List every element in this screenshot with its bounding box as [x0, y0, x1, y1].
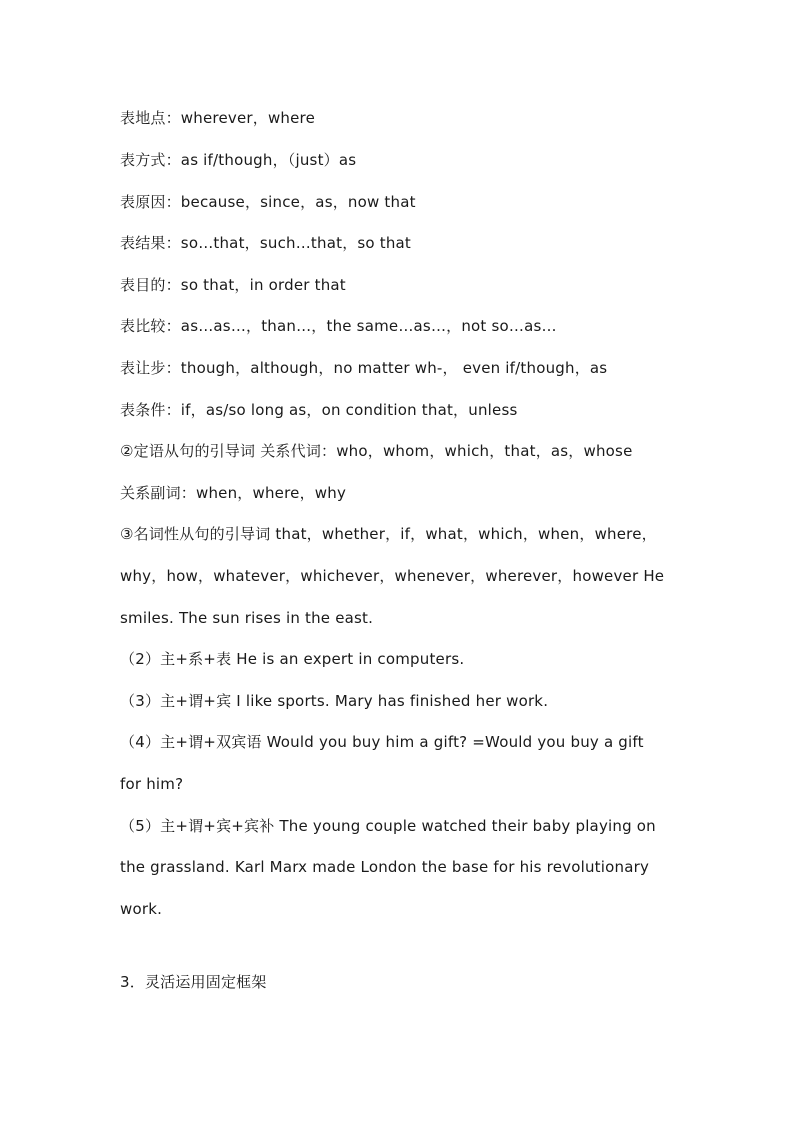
text-line: work.: [120, 900, 163, 918]
text-line: 关系副词：when，where，why: [120, 484, 347, 502]
text-line: the grassland. Karl Marx made London the base for his revolutionary: [120, 858, 650, 876]
text-line: 表方式：as if/though，（just）as: [120, 151, 357, 169]
text-line: 表比较：as…as…，than…，the same…as…，not so…as…: [120, 317, 557, 335]
text-line: （4）主+谓+双宾语 Would you buy him a gift? =Would you buy a gift: [120, 733, 644, 751]
text-line: 表条件：if，as/so long as，on condition that，unless: [120, 401, 518, 419]
text-line: 表让步：though，although，no matter wh-， even if/though，as: [120, 359, 608, 377]
section-heading: 3．灵活运用固定框架: [120, 973, 267, 991]
text-line: （5）主+谓+宾+宾补 The young couple watched their baby playing on: [120, 817, 656, 835]
text-line: （3）主+谓+宾 I like sports. Mary has finished her work.: [120, 692, 549, 710]
text-line: 表地点：wherever，where: [120, 109, 316, 127]
text-line: smiles. The sun rises in the east.: [120, 609, 374, 627]
text-line: why，how，whatever，whichever，whenever，wherever，however He: [120, 567, 665, 585]
text-line: for him?: [120, 775, 184, 793]
text-line: 表结果：so…that，such…that，so that: [120, 234, 412, 252]
text-line: ②定语从句的引导词 关系代词：who，whom，which，that，as，whose: [120, 442, 633, 460]
text-line: 表原因：because，since，as，now that: [120, 193, 416, 211]
text-line: ③名词性从句的引导词 that，whether，if，what，which，when，where，: [120, 525, 657, 543]
text-line: 表目的：so that，in order that: [120, 276, 346, 294]
text-line: （2）主+系+表 He is an expert in computers.: [120, 650, 465, 668]
